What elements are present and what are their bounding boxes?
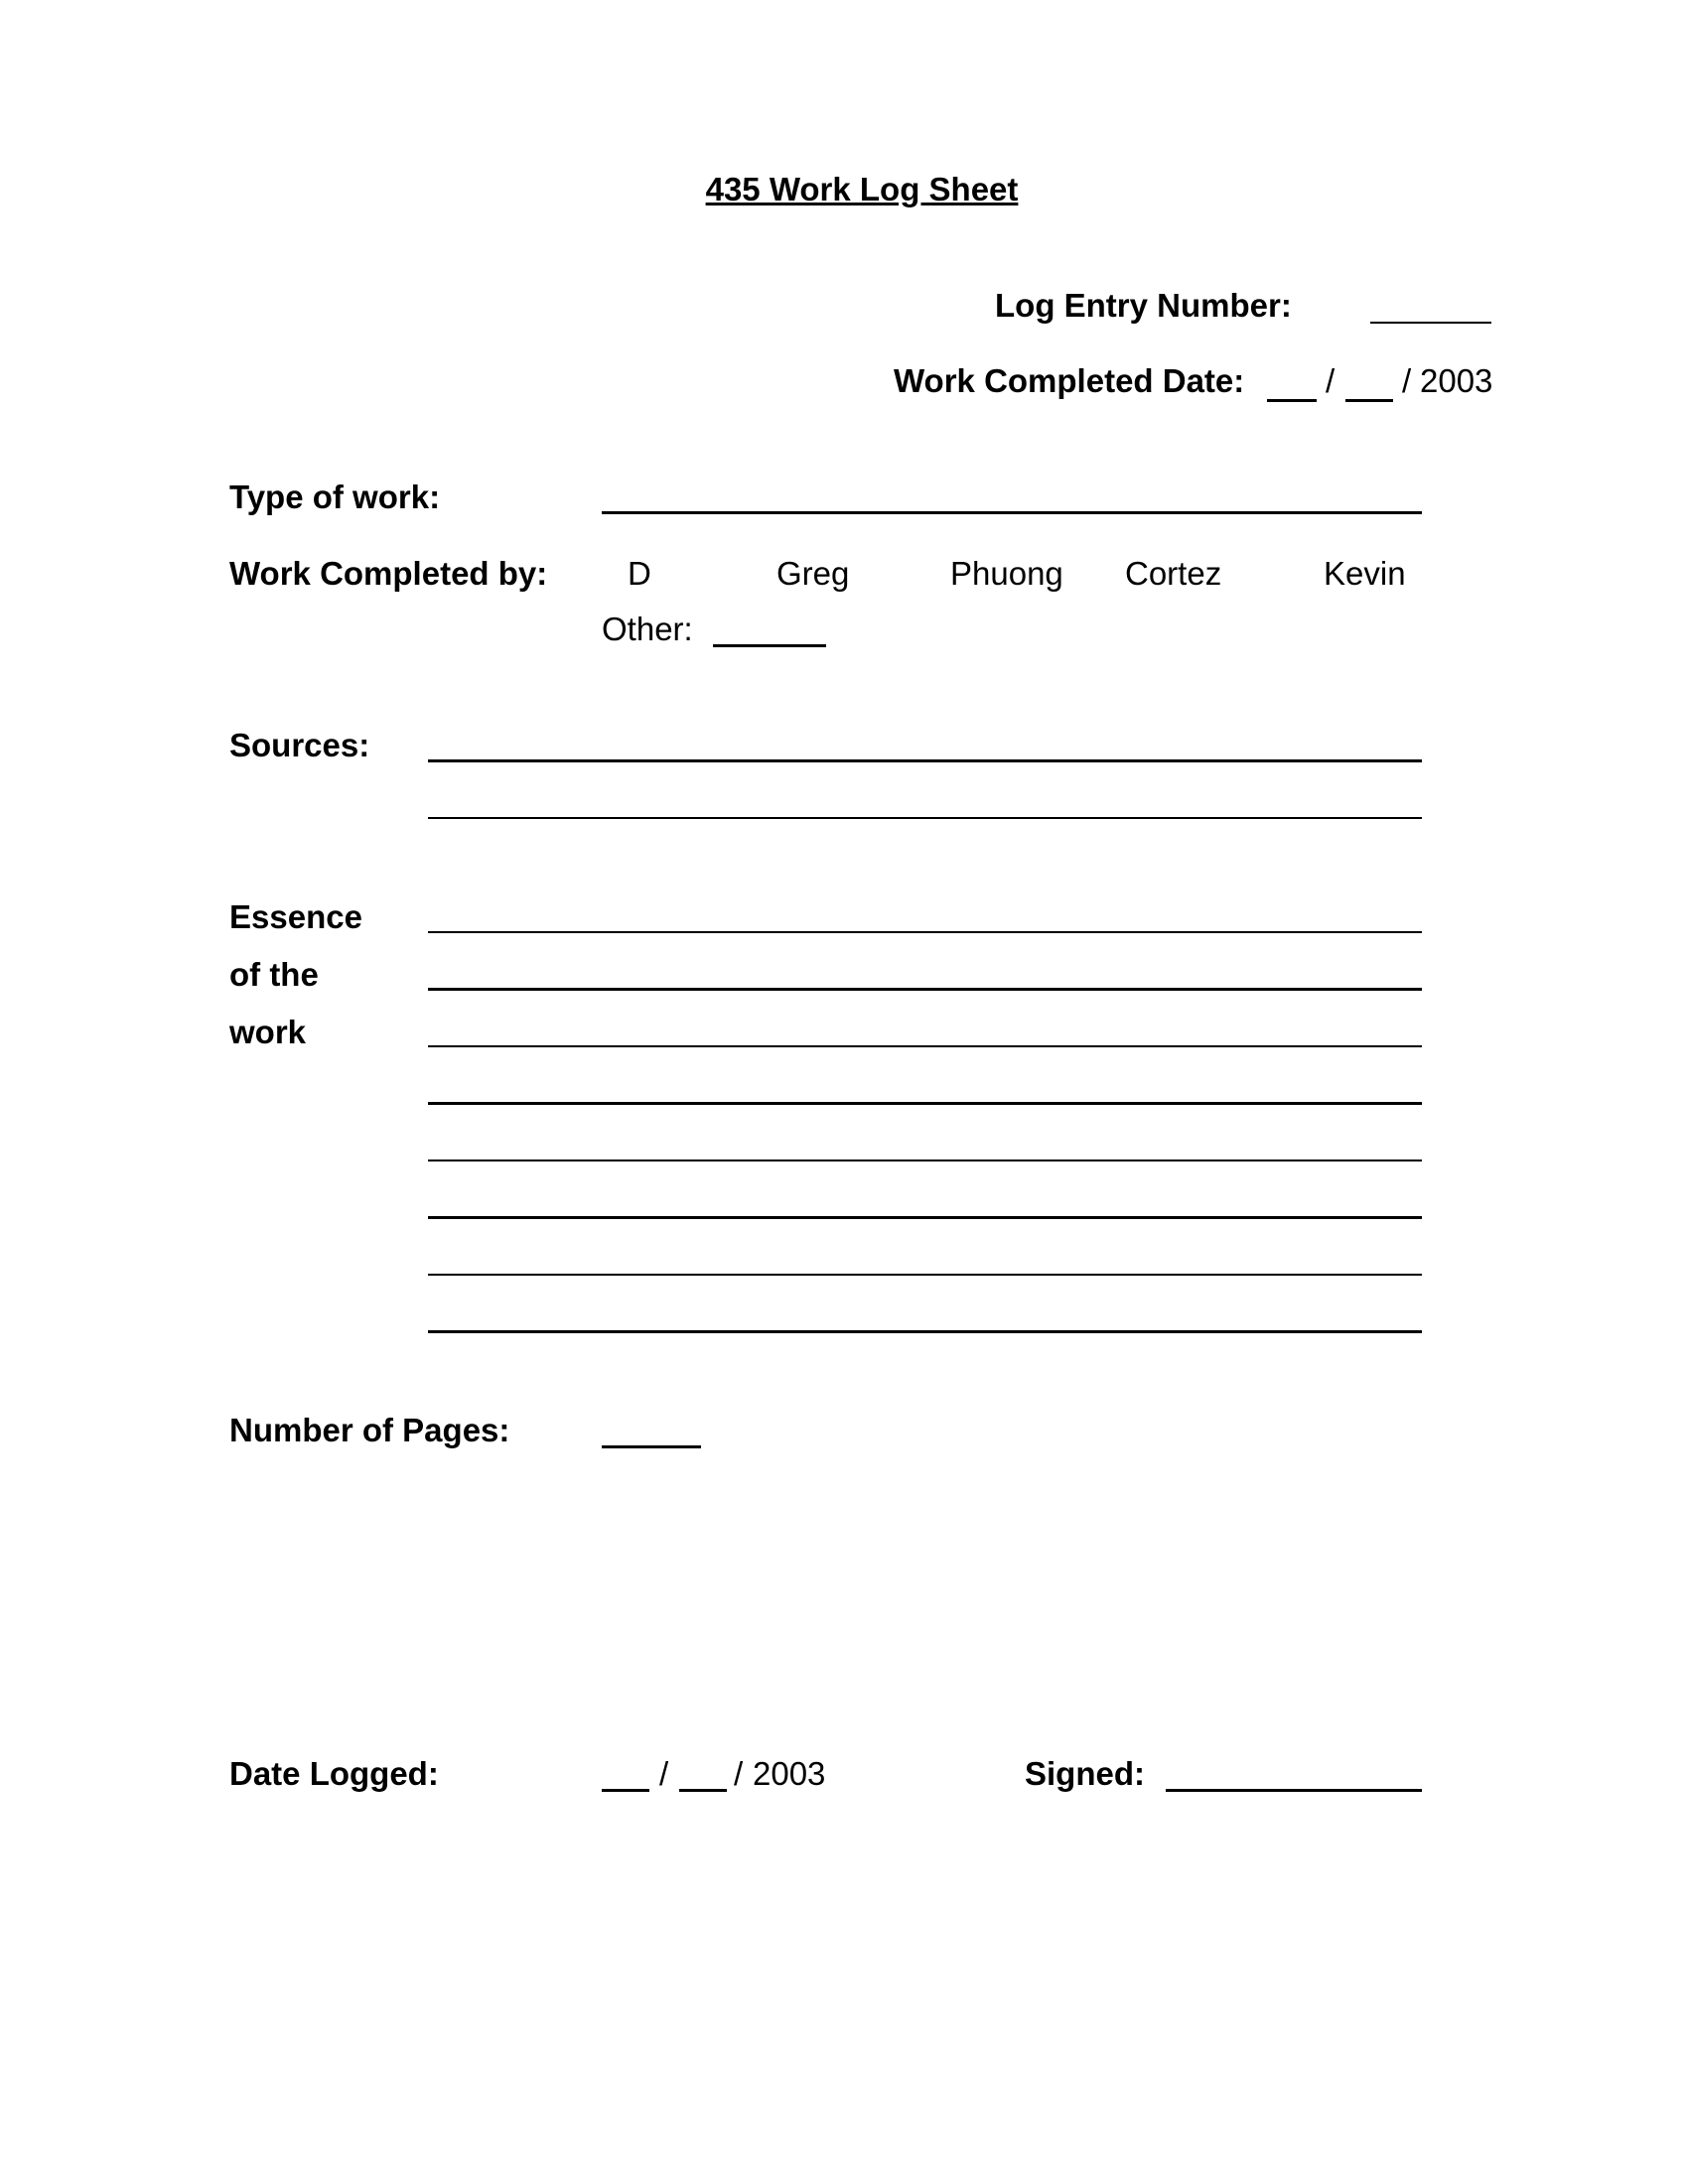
log-entry-number-field[interactable] [1370, 322, 1491, 324]
essence-line[interactable] [428, 1330, 1422, 1333]
signed-label: Signed: [1025, 1755, 1145, 1792]
sources-line[interactable] [428, 817, 1422, 819]
essence-line[interactable] [428, 1102, 1422, 1105]
date-separator: / [1326, 362, 1336, 399]
date-logged-month-field[interactable] [602, 1789, 649, 1792]
essence-line[interactable] [428, 1274, 1422, 1276]
date-separator: / [659, 1755, 669, 1792]
essence-line[interactable] [428, 931, 1422, 933]
essence-label-line: work [229, 1014, 307, 1050]
worker-option-kevin[interactable]: Kevin [1324, 555, 1406, 592]
essence-label-line: Essence [229, 898, 362, 935]
worker-option-cortez[interactable]: Cortez [1125, 555, 1222, 592]
date-separator: / [1402, 362, 1412, 399]
worker-option-d[interactable]: D [628, 555, 651, 592]
log-entry-number-label: Log Entry Number: [995, 287, 1292, 324]
other-worker-label: Other: [602, 611, 693, 647]
date-logged-year: 2003 [753, 1755, 826, 1792]
essence-line[interactable] [428, 1045, 1422, 1047]
date-logged-day-field[interactable] [679, 1789, 727, 1792]
sources-label: Sources: [229, 727, 370, 763]
type-of-work-field[interactable] [602, 511, 1422, 514]
page-title: 435 Work Log Sheet [705, 171, 1019, 207]
essence-line[interactable] [428, 1160, 1422, 1161]
work-completed-year: 2003 [1420, 362, 1493, 399]
other-worker-field[interactable] [713, 644, 826, 647]
work-completed-by-label: Work Completed by: [229, 555, 548, 592]
number-of-pages-field[interactable] [602, 1445, 701, 1448]
type-of-work-label: Type of work: [229, 478, 441, 515]
work-completed-date-label: Work Completed Date: [894, 362, 1245, 399]
work-completed-month-field[interactable] [1267, 399, 1317, 402]
number-of-pages-label: Number of Pages: [229, 1412, 510, 1448]
date-logged-label: Date Logged: [229, 1755, 439, 1792]
signature-field[interactable] [1166, 1789, 1422, 1792]
essence-line[interactable] [428, 988, 1422, 991]
essence-line[interactable] [428, 1216, 1422, 1219]
essence-label-line: of the [229, 956, 319, 993]
work-completed-day-field[interactable] [1345, 399, 1393, 402]
worker-option-greg[interactable]: Greg [776, 555, 850, 592]
worker-option-phuong[interactable]: Phuong [950, 555, 1063, 592]
date-separator: / [734, 1755, 744, 1792]
sources-line[interactable] [428, 759, 1422, 762]
